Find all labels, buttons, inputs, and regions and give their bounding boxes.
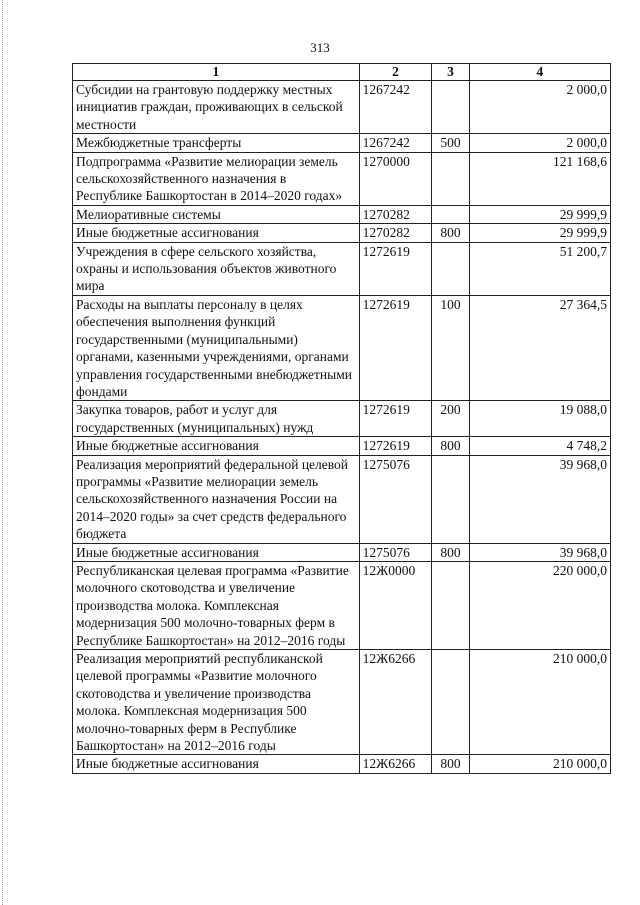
row-type [432, 561, 469, 649]
page-edge [2, 0, 4, 905]
table-row [73, 437, 611, 455]
row-type [432, 205, 469, 223]
row-amount: 39 968,0 [469, 543, 610, 561]
row-name: Иные бюджетные ассигнования [73, 755, 360, 773]
row-name: Мелиоративные системы [73, 205, 360, 223]
row-amount: 39 968,0 [469, 455, 610, 543]
table-row [73, 455, 611, 543]
table-row [73, 152, 611, 205]
row-name: Закупка товаров, работ и услуг для государственных (муниципальных) нужд [73, 401, 360, 437]
row-amount: 220 000,0 [469, 561, 610, 649]
row-type: 100 [432, 295, 469, 400]
table-row [73, 205, 611, 223]
row-amount: 29 999,9 [469, 205, 610, 223]
row-amount: 210 000,0 [469, 755, 610, 773]
row-name: Учреждения в сфере сельского хозяйства, охраны и использования объектов животного мира [73, 242, 360, 295]
row-name: Иные бюджетные ассигнования [73, 224, 360, 242]
table-row [73, 401, 611, 437]
row-name: Республиканская целевая программа «Развитие молочного скотоводства и увеличение производства молока. Комплексная модернизация 500 молочно-товарных ферм в Республике Башкортостан» на 2012–2016 годы [73, 561, 360, 649]
column-header-code: 2 [359, 64, 432, 81]
budget-table [72, 63, 611, 774]
row-amount: 27 364,5 [469, 295, 610, 400]
row-name: Субсидии на грантовую поддержку местных инициатив граждан, проживающих в сельской местности [73, 81, 360, 134]
row-code: 12Ж0000 [359, 561, 432, 649]
row-amount: 29 999,9 [469, 224, 610, 242]
table-row [73, 224, 611, 242]
row-type [432, 152, 469, 205]
row-code: 1275076 [359, 455, 432, 543]
row-name: Расходы на выплаты персоналу в целях обеспечения выполнения функций государственными (муниципальными) органами, казенными учреждениями, органами управления государственными внебюджетными фондами [73, 295, 360, 400]
row-type [432, 242, 469, 295]
row-code: 1272619 [359, 401, 432, 437]
row-code: 12Ж6266 [359, 755, 432, 773]
row-amount: 2 000,0 [469, 81, 610, 134]
row-amount: 51 200,7 [469, 242, 610, 295]
row-name: Реализация мероприятий федеральной целевой программы «Развитие мелиорации земель сельскохозяйственного назначения России на 2014–2020 годы» за счет средств федерального бюджета [73, 455, 360, 543]
row-code: 1275076 [359, 543, 432, 561]
row-name: Иные бюджетные ассигнования [73, 543, 360, 561]
row-type: 200 [432, 401, 469, 437]
row-amount: 19 088,0 [469, 401, 610, 437]
row-name: Подпрограмма «Развитие мелиорации земель сельскохозяйственного назначения в Республике Башкортостан в 2014–2020 годах» [73, 152, 360, 205]
row-code: 1272619 [359, 437, 432, 455]
row-type [432, 81, 469, 134]
row-amount: 4 748,2 [469, 437, 610, 455]
row-name: Реализация мероприятий республиканской целевой программы «Развитие молочного скотоводства и увеличение производства молока. Комплексная модернизация 500 молочно-товарных ферм в Республике Башкортостан» на 2012–2016 годы [73, 650, 360, 755]
row-amount: 121 168,6 [469, 152, 610, 205]
page-number: 313 [310, 40, 330, 55]
row-amount: 210 000,0 [469, 650, 610, 755]
row-type: 800 [432, 437, 469, 455]
row-code: 1270282 [359, 205, 432, 223]
table-row [73, 295, 611, 400]
row-code: 1270282 [359, 224, 432, 242]
table-row [73, 755, 611, 773]
row-code: 1270000 [359, 152, 432, 205]
row-type: 500 [432, 134, 469, 152]
row-code: 1267242 [359, 81, 432, 134]
table-row [73, 242, 611, 295]
row-code: 1272619 [359, 295, 432, 400]
row-code: 1272619 [359, 242, 432, 295]
row-type: 800 [432, 755, 469, 773]
table-row [73, 650, 611, 755]
table-header-row [73, 64, 611, 81]
column-header-type: 3 [432, 64, 469, 81]
table-row [73, 561, 611, 649]
column-header-name: 1 [73, 64, 360, 81]
table-row [73, 134, 611, 152]
row-amount: 2 000,0 [469, 134, 610, 152]
table-row [73, 81, 611, 134]
column-header-amount: 4 [469, 64, 610, 81]
row-code: 12Ж6266 [359, 650, 432, 755]
row-type: 800 [432, 543, 469, 561]
row-name: Иные бюджетные ассигнования [73, 437, 360, 455]
row-type [432, 455, 469, 543]
row-type [432, 650, 469, 755]
row-code: 1267242 [359, 134, 432, 152]
row-type: 800 [432, 224, 469, 242]
row-name: Межбюджетные трансферты [73, 134, 360, 152]
table-row [73, 543, 611, 561]
